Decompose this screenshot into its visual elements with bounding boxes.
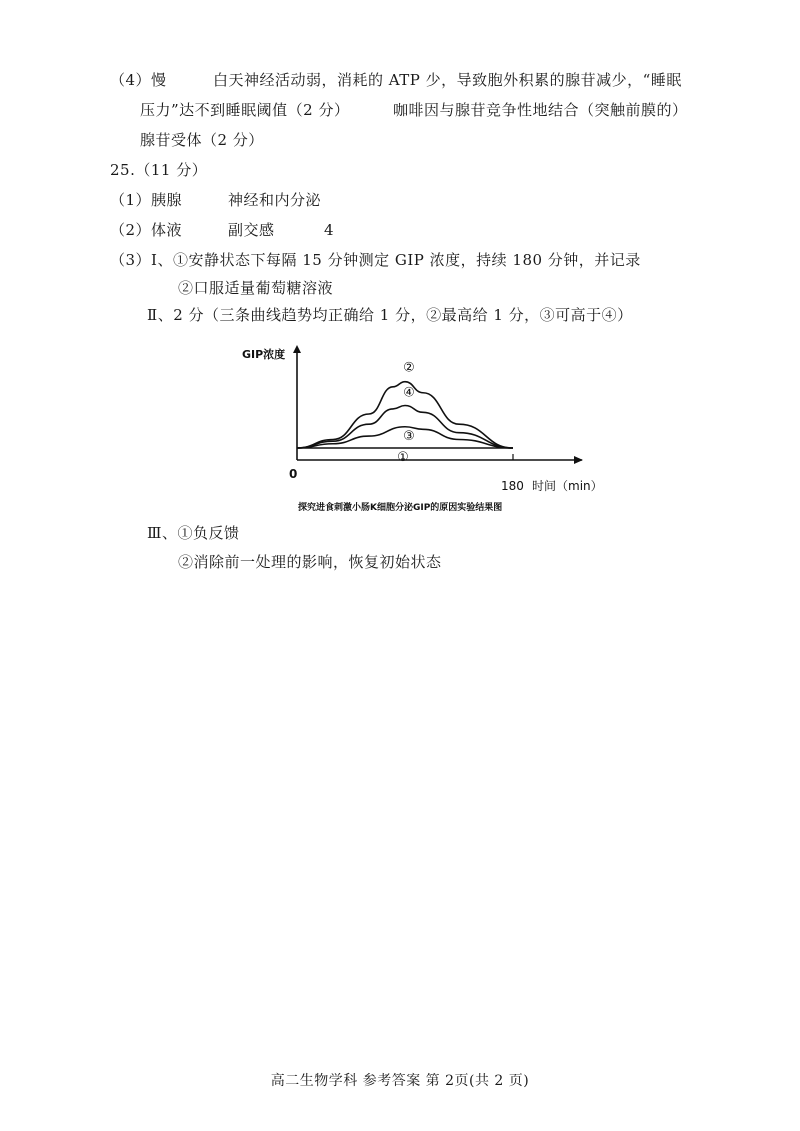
gip-chart bbox=[240, 335, 620, 515]
q4-answer-3: 腺苷受体（2 分） bbox=[140, 131, 264, 149]
q25-part2-number: （2）体液 bbox=[110, 221, 183, 239]
q4-answer-2b: 咖啡因与腺苷竞争性地结合（突触前膜的） bbox=[393, 101, 688, 119]
y-axis-label: GIP浓度 bbox=[242, 348, 286, 361]
series-label-1: ① bbox=[397, 450, 409, 465]
q25-part2-value: 4 bbox=[324, 221, 335, 239]
y-axis-arrow bbox=[293, 345, 301, 353]
x-axis-label: 时间（min） bbox=[532, 479, 603, 493]
q25-part3-III-1: Ⅲ、①负反馈 bbox=[147, 524, 240, 542]
q25-part3-III-2: ②消除前一处理的影响，恢复初始状态 bbox=[178, 553, 442, 571]
chart-title: 探究进食刺激小肠K细胞分泌GIP的原因实验结果图 bbox=[298, 503, 503, 513]
q25-part3-I-line1: （3）Ⅰ、①安静状态下每隔 15 分钟测定 GIP 浓度，持续 180 分钟，并记录 bbox=[110, 251, 641, 269]
q25-title: 25.（11 分） bbox=[110, 161, 208, 179]
q25-part1-number: （1）胰腺 bbox=[110, 191, 183, 209]
page-footer: 高二生物学科 参考答案 第 2页(共 2 页) bbox=[270, 1073, 530, 1089]
gip-chart-svg bbox=[240, 335, 620, 515]
q4-answer-1: 白天神经活动弱，消耗的 ATP 少，导致胞外积累的腺苷减少，“睡眠 bbox=[213, 71, 682, 89]
x-axis-arrow bbox=[574, 456, 583, 464]
series-label-4: ④ bbox=[403, 385, 415, 401]
q25-part3-I-line2: ②口服适量葡萄糖溶液 bbox=[178, 279, 334, 297]
q25-part1-answer: 神经和内分泌 bbox=[228, 191, 322, 209]
q4-answer-2a: 压力”达不到睡眠阈值（2 分） bbox=[140, 101, 350, 119]
q25-part3-II: Ⅱ、2 分（三条曲线趋势均正确给 1 分，②最高给 1 分，③可高于④） bbox=[147, 306, 633, 324]
series-label-3: ③ bbox=[403, 428, 415, 444]
x-tick-label-0: 0 bbox=[289, 467, 298, 481]
q4-number: （4）慢 bbox=[110, 71, 167, 89]
series-label-2: ② bbox=[403, 360, 415, 376]
x-tick-label-180: 180 bbox=[501, 479, 524, 493]
q25-part2-answer: 副交感 bbox=[228, 221, 275, 239]
